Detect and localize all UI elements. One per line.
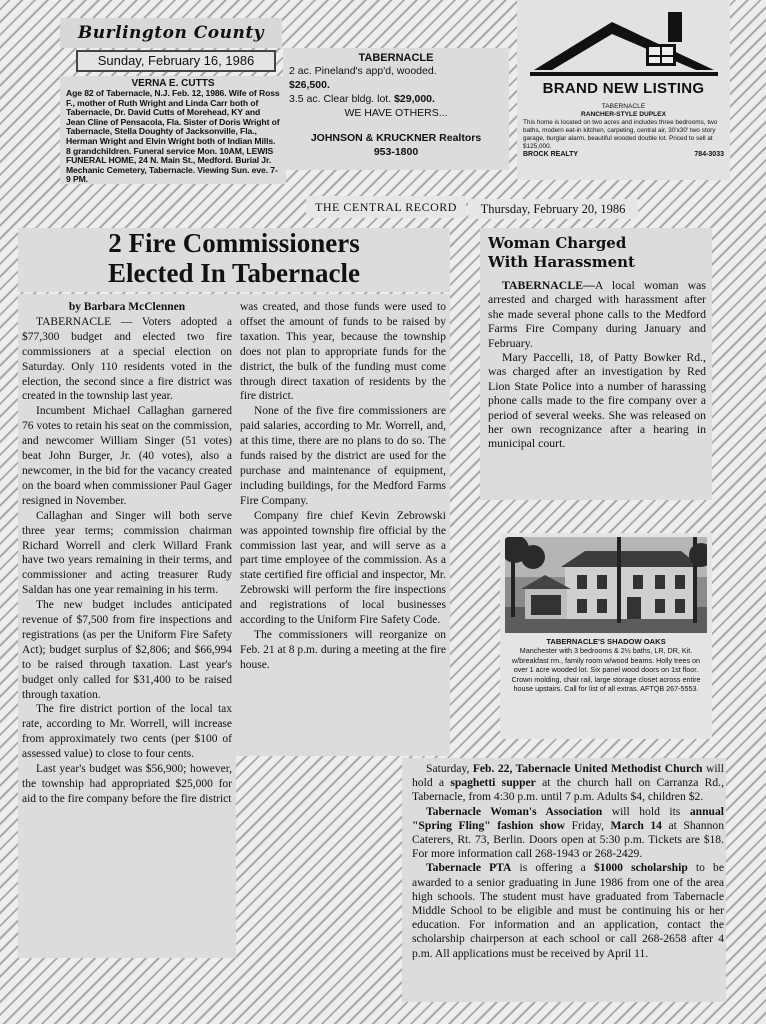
realtor-ad-line2 [289, 92, 503, 106]
harassment-headline-line1: Woman Charged [488, 234, 627, 252]
main-article-column1 [18, 294, 236, 958]
event-bold: Tabernacle Woman's Association [426, 804, 603, 818]
harassment-article [480, 228, 712, 500]
listing-style: RANCHER-STYLE DUPLEX [581, 111, 666, 118]
article-paragraph: None of the five fire commissioners are paid salaries, according to Mr. Worrell, and, at this time, there are no plans to do so. The funds raised by the district are used for the purchase and maintenance of equipment, including buildings, for the Medford Farms Fire Company. [240, 405, 446, 507]
harassment-headline-line2: With Harassment [488, 253, 635, 271]
masthead-clipping [60, 18, 282, 48]
article-paragraph: TABERNACLE — Voters adopted a $77,300 budget and elected two fire commissioners at a special election on Saturday. Only 110 residents voted in the election, the second since a fire district was created in the township last year. [22, 315, 232, 403]
event-text: Saturday, [426, 762, 473, 775]
realtor-ad-price1: $26,500. [289, 79, 330, 91]
realtor-ad-heading: TABERNACLE [358, 52, 434, 64]
main-article-column2 [236, 294, 450, 756]
article-paragraph: was created, and those funds were used to offset the amount of funds to be raised by taxation. This year, because the township does not plan to appropriate funds for the district, the bulk of the funding must come through direct taxation of residents by the fire district. [240, 301, 446, 403]
harassment-dateline: TABERNACLE— [502, 278, 595, 292]
article-paragraph: Callaghan and Singer will both serve three year terms; commission chairman Richard Worrell and clerk Willard Frank have two years remaining in their terms, and commissioner and acting treasurer Rudy Saldan has one year remaining in his term. [22, 509, 232, 597]
community-events [402, 758, 726, 1002]
listing-body: This home is located on two acres and includes three bedrooms, two baths, modern eat-in kitchen, carpeting, central air, 30'x30' two story garage, burglar alarm, beautiful wooded double lot. Priced to sell at $125,000. [523, 119, 718, 150]
listing-agency: BROCK REALTY [523, 151, 579, 158]
harassment-p1-text: A local woman was arrested and charged with harassment after she made several phone calls to the Medford Farms Fire Company during January and February. [488, 278, 706, 350]
event-bold: $1000 scholarship [593, 861, 688, 875]
event-bold: annual "Spring Fling" fashion show [412, 804, 724, 832]
event-text: is offering a [511, 861, 594, 875]
masthead-date-box [76, 50, 276, 72]
realtor-ad-line1: 2 ac. Pineland's app'd, wooded. [289, 65, 437, 77]
harassment-headline [488, 234, 706, 272]
listing-footer [523, 151, 724, 158]
house-photo-image [505, 537, 707, 633]
realtor-ad-price2: $29,000. [394, 93, 435, 105]
listing-phone: 784-3033 [694, 151, 724, 158]
paper-date: Thursday, February 20, 1986 [480, 202, 626, 216]
obituary-name: VERNA E. CUTTS [131, 78, 215, 89]
event-spaghetti-supper [412, 762, 724, 805]
event-text: at Shannon Caterers, Rt. 73, Berlin. Doors open at 5:30 p.m. Tickets are $18. For more information call 268-1943 or 268-2429. [412, 818, 724, 861]
article-paragraph: Last year's budget was $56,900; however, the township had appropriated $25,000 for aid to the fire company before the fire district [22, 763, 232, 805]
event-text: at the church hall on Carranza Rd., Tabernacle, from 4:30 p.m. until 7 p.m. Adults $4, children $2. [412, 776, 724, 804]
obituary-text: Age 82 of Tabernacle, N.J. Feb. 12, 1986. Wife of Ross F., mother of Ruth Wright and Linda Carr both of Tabernacle, Dr. David Cutts of Morehead, KY and Jean Cline of Pensacola, Fla. Sister of Doris Wright of Tabernacle, Stella Doughty of Jacksonville, Fla., Herman Wright and Elvin Wright both of Indian Mills. 8 grandchildren. Funeral service Mon. 10AM, LEWIS FUNERAL HOME, 24 N. Main St., Medford. Burial Jr. Mechanic Cemetery, Tabernacle. Viewing Sun. eve. 7-9 PM. [66, 88, 280, 184]
events-body [412, 762, 724, 961]
event-scholarship [412, 861, 724, 960]
event-bold: Tabernacle PTA [426, 861, 512, 875]
harassment-paragraph2: Mary Paccelli, 18, of Patty Bowker Rd., was charged after an investigation by Red Lion State Police into a number of harassing phone calls made to the fire company over a period of several weeks. She was released on her own recognizance after a hearing in municipal court. [488, 350, 706, 451]
brand-new-listing-ad [517, 0, 730, 180]
harassment-paragraph1 [488, 278, 706, 350]
listing-location: TABERNACLE [601, 103, 646, 110]
headline-line2: Elected In Tabernacle [107, 258, 360, 288]
house-photo [505, 537, 707, 633]
shadow-oaks-ad [500, 533, 712, 739]
event-bold: spaghetti supper [450, 776, 536, 790]
event-text: Friday, [565, 818, 611, 832]
event-text: will hold a [412, 762, 724, 790]
event-bold: March 14 [610, 818, 662, 832]
article-paragraph: Incumbent Michael Callaghan garnered 76 votes to retain his seat on the commission, and newcomer William Singer (51 votes) beat John Burger, Jr. (40 votes), also a newcomer, in the bid for the vacancy created on the board when commissioner Paul Gager resigned in November. [22, 405, 232, 507]
article-paragraph: The fire district portion of the local tax rate, according to Mr. Worrell, will increase from approximately two cents (per $100 of assessed value) to close to four cents. [22, 703, 232, 761]
realtor-ad-line2-text: 3.5 ac. Clear bldg. lot. [289, 93, 392, 105]
newspaper-masthead: Burlington County [77, 23, 265, 43]
byline: by Barbara McClennen [68, 301, 186, 313]
shadow-oaks-description: Manchester with 3 bedrooms & 2½ baths, LR, DR, Kit. w/breakfast rm., family room w/wood beams. Holly trees on over 1 acre wooded lot. Six panel wood doors on 1st floor. Crown molding, chair rail, large storage closet across entire house upstairs. Call for list of all extras. AFTQB 267-5553. [511, 646, 701, 694]
house-icon [526, 8, 722, 78]
realtor-ad-name: JOHNSON & KRUCKNER Realtors [310, 132, 482, 144]
article-paragraph: Company fire chief Kevin Zebrowski was appointed township fire official by the commission last year, and will serve as a part time employee of the commission. As a state certified fire official and inspector, Mr. Zebrowski will perform the fire inspections and registrations of local businesses according to the Uniform Fire Safety Code. [240, 509, 446, 627]
article-paragraph: The new budget includes anticipated revenue of $7,500 from fire inspections and registrations (as per the Uniform Fire Safety Act); budget surplus of $2,806; and $66,994 to be raised through taxation. Last year's budget only called for $31,400 to be raised through taxation. [22, 599, 232, 701]
realtor-ad-phone: 953-1800 [373, 146, 419, 158]
realtor-ad [283, 48, 509, 170]
listing-headline: BRAND NEW LISTING [542, 80, 705, 97]
main-headline [18, 228, 450, 288]
main-headline-box [18, 228, 450, 292]
paper-name: THE CENTRAL RECORD [315, 200, 457, 214]
central-record-date-box [468, 199, 638, 219]
event-text: will hold its [602, 804, 690, 818]
event-text: to be awarded to a senior graduating in June 1986 from one of the area high schools. The student must have graduated from Tabernacle Middle School to be eligible and must be continuing his or her education. For information and an application, contact the scholarship chairperson at each school or call 268-2658 after 4 p.m. All applications must be received by April 11. [412, 861, 725, 960]
headline-line1: 2 Fire Commissioners [108, 228, 360, 258]
shadow-oaks-caption: TABERNACLE'S SHADOW OAKS [546, 637, 666, 646]
harassment-body [488, 278, 706, 451]
realtor-ad-line3: WE HAVE OTHERS... [344, 107, 448, 119]
article-paragraph: The commissioners will reorganize on Feb. 21 at 8 p.m. during a meeting at the fire house. [240, 628, 446, 671]
event-fashion-show [412, 805, 724, 862]
central-record-label [306, 196, 466, 218]
event-bold: Feb. 22, Tabernacle United Methodist Church [472, 762, 703, 775]
obituary-clipping [60, 76, 286, 184]
masthead-date: Sunday, February 16, 1986 [97, 53, 255, 68]
